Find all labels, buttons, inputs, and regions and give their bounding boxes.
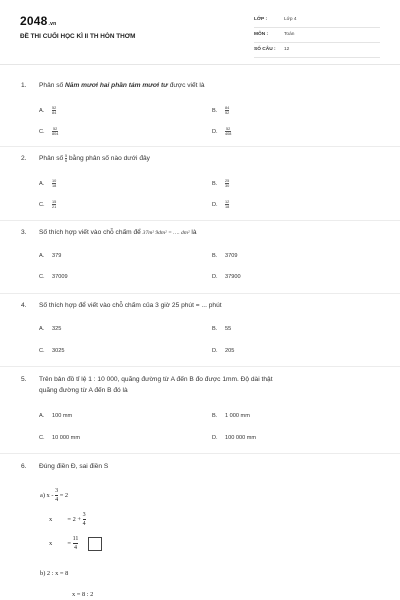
option-label: C.	[39, 274, 45, 280]
question-3-text	[21, 227, 381, 239]
question-1	[21, 80, 381, 91]
question-3	[21, 227, 381, 239]
question-4	[21, 300, 381, 311]
q5-option-b[interactable]	[212, 413, 250, 419]
fraction	[52, 179, 56, 188]
option-label: C.	[39, 128, 45, 135]
fraction	[225, 179, 229, 188]
question-math: 37m² 9dm² = …. dm²	[142, 230, 190, 236]
question-text: Số thích hợp viết vào chỗ chấm để	[39, 229, 143, 236]
equation-part: x	[49, 539, 53, 547]
option-label: D.	[212, 128, 218, 135]
option-text: 37009	[52, 274, 68, 280]
q2-option-d[interactable]	[212, 200, 229, 209]
question-2	[21, 153, 381, 164]
option-text: 100 000 mm	[225, 435, 257, 441]
option-text: 55	[225, 326, 232, 332]
q1-option-c[interactable]	[39, 127, 58, 136]
question-5	[21, 374, 381, 396]
question-text: Trên bản đồ tỉ lệ 1 : 10 000, quãng đường từ A đến B đo được 1mm. Độ dài thật	[39, 376, 273, 383]
q6a-line-2	[49, 511, 86, 528]
numerator: 3	[55, 488, 59, 494]
numerator: 84	[225, 106, 230, 110]
q6a-line-3	[49, 535, 102, 552]
denominator: 4	[55, 497, 59, 503]
option-label: C.	[39, 201, 45, 208]
q3-option-d[interactable]	[212, 274, 241, 280]
option-label: A.	[39, 326, 45, 332]
option-label: A.	[39, 107, 45, 114]
meta-count-value: 12	[284, 47, 290, 52]
question-2-text	[21, 153, 381, 164]
meta-subject-label: MÔN :	[254, 32, 269, 37]
question-number: 2.	[21, 155, 27, 162]
question-1-text	[21, 80, 381, 91]
denominator: 804	[52, 132, 59, 136]
option-label: D.	[212, 348, 218, 354]
fraction	[225, 106, 229, 115]
question-separator	[0, 366, 400, 367]
option-text: 325	[52, 326, 62, 332]
option-label: B.	[212, 180, 218, 187]
option-text: 3025	[52, 348, 65, 354]
exam-header	[0, 0, 400, 62]
fraction	[52, 127, 58, 136]
option-label: A.	[39, 180, 45, 187]
numerator: 52	[53, 127, 58, 131]
option-text: 379	[52, 253, 62, 259]
exam-title: ĐỀ THI CUỐI HỌC KÌ II TH HÒN THƠM	[20, 33, 136, 40]
numerator: 3	[82, 512, 86, 518]
q3-option-c[interactable]	[39, 274, 68, 280]
q4-option-a[interactable]	[39, 326, 61, 332]
option-label: B.	[212, 413, 218, 419]
question-text: là	[189, 229, 197, 236]
numerator: 15	[52, 200, 57, 204]
denominator: 52	[225, 111, 230, 115]
question-number: 3.	[21, 229, 27, 236]
answer-box[interactable]	[88, 537, 102, 551]
question-text: được viết là	[167, 82, 205, 89]
option-label: B.	[212, 326, 218, 332]
question-number: 5.	[21, 376, 27, 383]
question-5-text	[21, 374, 381, 385]
option-text: 205	[225, 348, 235, 354]
question-4-text	[21, 300, 381, 311]
question-separator	[0, 220, 400, 221]
question-emphasis: Năm mươi hai phần tám mươi tư	[65, 82, 168, 89]
equation-part: = 2	[59, 491, 69, 499]
question-text: bằng phân số nào dưới đây	[67, 155, 150, 162]
denominator: 4	[74, 545, 78, 551]
logo-suffix: .vn	[48, 21, 57, 27]
option-label: D.	[212, 435, 218, 441]
meta-class	[254, 15, 380, 28]
q6b-line-1: b) 2 : x = 8	[40, 570, 69, 577]
question-text: Số thích hợp để viết vào chỗ chấm của 3 giờ 25 phút = ... phút	[39, 302, 222, 309]
option-text: 10 000 mm	[52, 435, 80, 441]
option-label: D.	[212, 274, 218, 280]
meta-class-label: LỚP :	[254, 17, 268, 22]
logo-text: 2048	[20, 14, 48, 28]
meta-question-count	[254, 45, 380, 58]
question-6	[21, 461, 381, 472]
meta-class-value: Lớp 4	[284, 17, 297, 22]
option-label: C.	[39, 348, 45, 354]
meta-subject	[254, 30, 380, 43]
numerator: 12	[225, 200, 230, 204]
q5-option-a[interactable]	[39, 413, 72, 419]
question-6-text	[21, 461, 381, 472]
meta-count-label: SỐ CÂU :	[254, 47, 276, 52]
q4-option-b[interactable]	[212, 326, 231, 332]
fraction	[52, 106, 56, 115]
site-logo[interactable]	[20, 14, 56, 28]
q2-option-a[interactable]	[39, 179, 56, 188]
fraction	[225, 127, 231, 136]
numerator: 25	[225, 179, 230, 183]
question-separator	[0, 146, 400, 147]
q2-option-c[interactable]	[39, 200, 56, 209]
question-separator	[0, 293, 400, 294]
q3-option-a[interactable]	[39, 253, 61, 259]
equation-part: = 2 +	[67, 515, 82, 523]
question-separator	[0, 453, 400, 454]
option-text: 1 000 mm	[225, 413, 250, 419]
question-5-text-cont: quãng đường từ A đến B đó là	[39, 387, 128, 394]
q2-option-b[interactable]	[212, 179, 229, 188]
q6b-line-2: x = 8 : 2	[72, 591, 94, 598]
fraction	[52, 200, 56, 209]
equation-part: x	[49, 515, 53, 523]
denominator: 18	[52, 184, 57, 188]
option-text: 3709	[225, 253, 238, 259]
numerator: 10	[52, 179, 57, 183]
denominator: 21	[52, 205, 57, 209]
question-number: 4.	[21, 302, 27, 309]
option-label: A.	[39, 413, 45, 419]
question-text: Phân số	[39, 82, 66, 89]
numerator: 11	[72, 536, 79, 542]
option-text: 100 mm	[52, 413, 73, 419]
meta-subject-value: Toán	[284, 32, 295, 37]
fraction	[83, 511, 86, 528]
denominator: 30	[225, 184, 230, 188]
numerator: 5	[65, 153, 68, 158]
denominator: 84	[52, 111, 57, 115]
fraction	[73, 535, 79, 552]
numerator: 52	[52, 106, 57, 110]
question-number: 1.	[21, 82, 27, 89]
q4-option-d[interactable]	[212, 348, 234, 354]
fraction	[55, 487, 58, 504]
option-text: 37900	[225, 274, 241, 280]
option-label: C.	[39, 435, 45, 441]
numerator: 52	[226, 127, 231, 131]
fraction	[225, 200, 229, 209]
denominator: 6	[65, 158, 68, 163]
option-label: B.	[212, 107, 218, 114]
q6a-line-1	[40, 487, 68, 504]
question-text: Phân số	[39, 155, 66, 162]
question-text: Đúng điền Đ, sai điền S	[39, 463, 109, 470]
denominator: 18	[225, 205, 230, 209]
denominator: 4	[82, 521, 86, 527]
q4-option-c[interactable]	[39, 348, 64, 354]
option-label: B.	[212, 253, 218, 259]
denominator: 408	[225, 132, 232, 136]
q3-option-b[interactable]	[212, 253, 237, 259]
question-number: 6.	[21, 463, 27, 470]
q1-option-b[interactable]	[212, 106, 229, 115]
q1-option-d[interactable]	[212, 127, 231, 136]
equation-part: a) x -	[40, 491, 54, 499]
equation-part: =	[67, 539, 72, 547]
q5-option-d[interactable]	[212, 435, 256, 441]
q1-option-a[interactable]	[39, 106, 56, 115]
option-label: D.	[212, 201, 218, 208]
q5-option-c[interactable]	[39, 435, 80, 441]
option-label: A.	[39, 253, 45, 259]
header-divider	[0, 64, 400, 65]
